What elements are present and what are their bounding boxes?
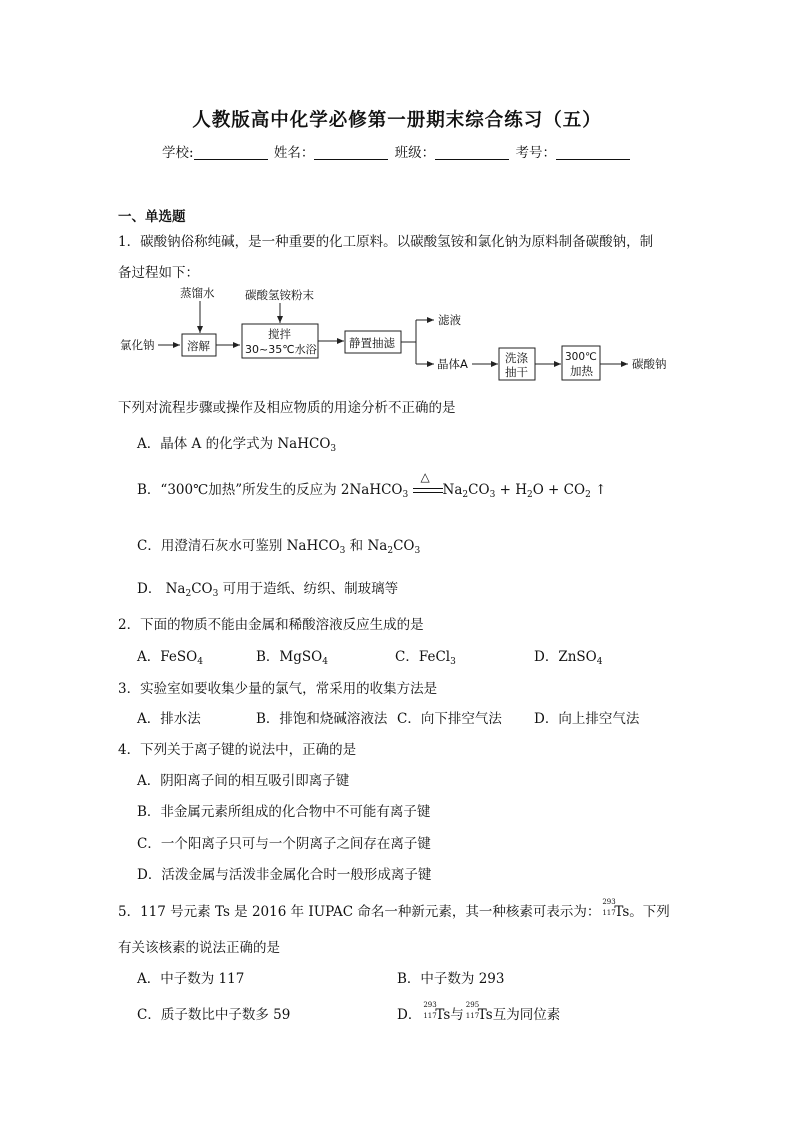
q2-option-d[interactable]: D．ZnSO$_4$ xyxy=(534,649,603,667)
q2-option-c[interactable]: C．FeCl$_3$ xyxy=(395,649,456,667)
q1-option-c[interactable]: C．用澄清石灰水可鉴别 NaHCO$_3$ 和 $Na_2CO_3$ xyxy=(137,538,421,556)
q1-stem-line2: 备过程如下： xyxy=(118,265,199,281)
q2-option-b[interactable]: B．MgSO$_4$ xyxy=(256,649,328,667)
q1-option-c-and: 和 Na xyxy=(345,538,388,554)
flow-step-filter: 静置抽滤 xyxy=(349,336,395,350)
name-field[interactable] xyxy=(314,145,388,160)
q4-option-a[interactable]: A．阴阳离子间的相互吸引即离子键 xyxy=(137,773,350,789)
section-heading: 一、单选题 xyxy=(118,209,186,225)
school-label: 学校: xyxy=(162,145,194,161)
school-field[interactable] xyxy=(194,145,268,160)
q3-option-a[interactable]: A．排水法 xyxy=(137,711,201,727)
q3-option-b[interactable]: B．排饱和烧碱溶液法 xyxy=(256,711,388,727)
flow-step-dry: 抽干 xyxy=(505,365,528,379)
nuclide-notation: 295 117 xyxy=(465,1001,480,1020)
flow-step-dissolve: 溶解 xyxy=(187,339,210,353)
exam-number-field[interactable] xyxy=(556,145,630,160)
flow-step-300c: 300℃ xyxy=(565,351,597,363)
q2-option-b-text: B．MgSO xyxy=(256,649,323,665)
q5-stem-line1 xyxy=(118,900,670,920)
page-title: 人教版高中化学必修第一册期末综合练习（五） xyxy=(192,110,602,131)
q4-stem: 4．下列关于离子键的说法中，正确的是 xyxy=(118,742,357,758)
q1-question: 下列对流程步骤或操作及相应物质的用途分析不正确的是 xyxy=(118,400,456,416)
flow-step-heat: 加热 xyxy=(570,364,593,378)
flow-product-sodium-carbonate: 碳酸钠 xyxy=(632,357,667,371)
flow-crystal-a: 晶体A xyxy=(437,357,468,371)
nuclide-notation: 293 117 xyxy=(602,898,616,917)
q1-option-d[interactable]: D． $Na_2CO_3$ 可用于造纸、纺织、制玻璃等 xyxy=(137,581,399,599)
element-symbol: Ts xyxy=(614,904,630,920)
q2-option-d-text: D．ZnSO xyxy=(534,649,597,665)
q3-option-d[interactable]: D．向上排空气法 xyxy=(534,711,640,727)
q2-stem: 2．下面的物质不能由金属和稀酸溶液反应生成的是 xyxy=(118,617,424,633)
triangle-icon: △ xyxy=(420,469,430,484)
flow-step-water-bath: 30~35℃水浴 xyxy=(245,343,317,356)
q1-option-b[interactable]: B．“300℃加热”所发生的反应为 2NaHCO$_3$ △ $Na_2CO_3 + H_2O + CO_2$ ↑ xyxy=(137,469,607,500)
q5-option-a[interactable]: A．中子数为 117 xyxy=(137,971,245,987)
name-label: 姓名： xyxy=(273,145,315,161)
class-label: 班级： xyxy=(394,145,436,161)
q1-option-b-text: B．“300℃加热”所发生的反应为 2NaHCO xyxy=(137,482,403,498)
q4-option-b[interactable]: B．非金属元素所组成的化合物中不可能有离子键 xyxy=(137,804,431,820)
q1-stem-line1: 1．碳酸钠俗称纯碱，是一种重要的化工原料。以碳酸氢铵和氯化钠为原料制备碳酸钠，制 xyxy=(118,234,654,250)
q1-option-a-text: A．晶体 A 的化学式为 NaHCO xyxy=(137,436,331,452)
student-info-fields xyxy=(0,141,794,161)
class-field[interactable] xyxy=(435,145,509,160)
q5-stem-text: 5．117 号元素 Ts 是 2016 年 IUPAC 命名一种新元素，其一种核素可表示为： xyxy=(118,904,601,920)
q5-stem-tail: 。下列 xyxy=(629,904,670,920)
q4-option-d[interactable]: D．活泼金属与活泼非金属化合时一般形成离子键 xyxy=(137,867,432,883)
flow-filtrate: 滤液 xyxy=(438,313,461,327)
q1-option-a[interactable]: A．晶体 A 的化学式为 NaHCO$_3$ xyxy=(137,436,337,454)
q1-option-d-desc: 可用于造纸、纺织、制玻璃等 xyxy=(222,581,399,597)
q5-option-c[interactable]: C．质子数比中子数多 59 xyxy=(137,1007,291,1023)
q5-stem-line2: 有关该核素的说法正确的是 xyxy=(118,940,280,956)
flow-input-sodium-chloride: 氯化钠 xyxy=(120,338,155,352)
heat-condition-sign xyxy=(413,469,443,498)
q2-option-a[interactable]: A．FeSO$_4$ xyxy=(137,649,203,667)
q3-stem: 3．实验室如要收集少量的氯气，常采用的收集方法是 xyxy=(118,681,438,697)
q2-option-c-text: C．FeCl xyxy=(395,649,451,665)
exam-number-label: 考号： xyxy=(515,145,556,161)
nuclide-notation: 293 117 xyxy=(423,1001,437,1020)
flow-distilled-water: 蒸馏水 xyxy=(180,286,215,300)
q4-option-c[interactable]: C．一个阳离子只可与一个阴离子之间存在离子键 xyxy=(137,836,431,852)
flow-step-wash: 洗涤 xyxy=(505,351,528,365)
q5-option-b[interactable]: B．中子数为 293 xyxy=(397,971,505,987)
q1-option-c-text: C．用澄清石灰水可鉴别 NaHCO xyxy=(137,538,340,554)
flow-ammonium-bicarbonate: 碳酸氢铵粉末 xyxy=(245,288,314,302)
q5-option-d[interactable]: D． 293 117 Ts与 295 117 Ts互为同位素 xyxy=(397,1001,561,1023)
process-flow-diagram xyxy=(118,283,678,388)
flow-step-stir: 搅拌 xyxy=(268,327,291,341)
q2-option-a-text: A．FeSO xyxy=(137,649,198,665)
q3-option-c[interactable]: C．向下排空气法 xyxy=(397,711,502,727)
q5-option-d-label: D． xyxy=(397,1007,422,1023)
q1-option-d-text: D． Na xyxy=(137,581,186,597)
